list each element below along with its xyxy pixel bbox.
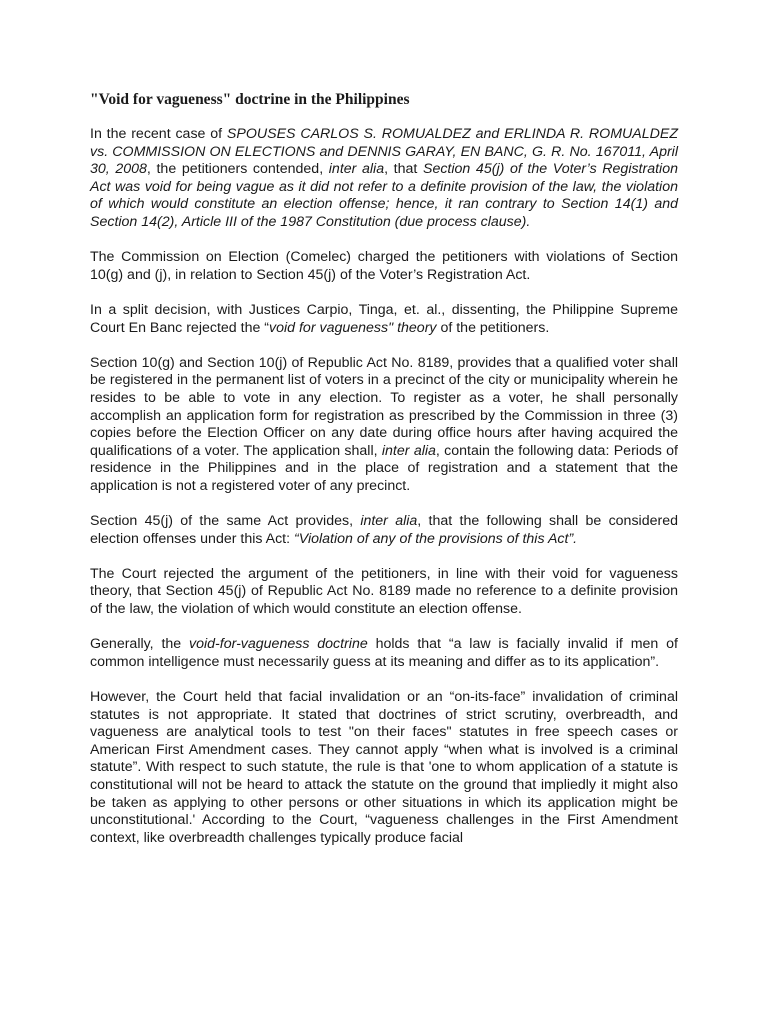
paragraph-3 xyxy=(90,302,678,337)
text-segment: The Court rejected the argument of the petitioners, in line with their void for vagueness theory, that Section 45(j) of Republic Act No. 8189 made no reference to a definite provision of the law, the violation of which would constitute an election offense. xyxy=(90,565,678,618)
document-title: "Void for vagueness" doctrine in the Philippines xyxy=(90,91,410,108)
paragraph-4 xyxy=(90,355,678,496)
paragraph-8 xyxy=(90,689,678,847)
text-segment: , the petitioners contended, xyxy=(146,161,329,178)
paragraph-1 xyxy=(90,126,678,232)
document-page xyxy=(90,90,678,847)
paragraph-2 xyxy=(90,249,678,284)
text-segment: The Commission on Election (Comelec) charged the petitioners with violations of Section 10(g) and (j), in relation to Section 45(j) of the Voter’s Registration Act. xyxy=(90,249,678,283)
italic-text-segment: inter alia xyxy=(381,442,436,459)
italic-text-segment: inter alia xyxy=(360,513,418,530)
paragraph-5 xyxy=(90,513,678,548)
italic-text-segment: void-for-vagueness doctrine xyxy=(189,636,368,653)
text-segment: In a split decision, with Justices Carpio, Tinga, et. al., dissenting, the Philippine Supreme Court En Banc rejected the “ xyxy=(90,301,678,336)
italic-text-segment: SPOUSES CARLOS S. ROMUALDEZ and ERLINDA R. ROMUALDEZ vs. COMMISSION ON ELECTIONS and DENNIS GARAY, EN BANC, G. R. No. 167011, April 30, 2008 xyxy=(90,126,678,178)
text-segment: of the petitioners. xyxy=(436,319,550,336)
italic-text-segment: void for vagueness" theory xyxy=(269,319,437,336)
text-segment: holds that “a law is facially invalid if men of common intelligence must necessarily guess at its meaning and differ as to its application”. xyxy=(90,636,678,670)
italic-text-segment: “Violation of any of the provisions of this Act”. xyxy=(294,530,578,547)
text-segment: , contain the following data: Periods of residence in the Philippines and in the place of registration and a statement that the application is not a registered voter of any precinct. xyxy=(90,442,678,494)
italic-text-segment: inter alia xyxy=(328,161,385,178)
paragraph-7 xyxy=(90,636,678,671)
text-segment: , that the following shall be considered election offenses under this Act: xyxy=(90,513,678,547)
text-segment: , that xyxy=(384,161,423,178)
text-segment: However, the Court held that facial invalidation or an “on-its-face” invalidation of criminal statutes is not appropriate. It stated that doctrines of strict scrutiny, overbreadth, and vagueness are analytical tools to test "on their faces" statutes in free speech cases or American First Amendment cases. They cannot apply “when what is involved is a criminal statute”. With respect to such statute, the rule is that 'one to whom application of a statute is constitutional will not be heard to attack the statute on the ground that impliedly it might also be taken as applying to other persons or other situations in which its application might be unconstitutional.' According to the Court, “vagueness challenges in the First Amendment context, like overbreadth challenges typically produce facial xyxy=(90,689,678,846)
text-segment: Generally, the xyxy=(90,636,190,653)
text-segment: Section 10(g) and Section 10(j) of Republic Act No. 8189, provides that a qualified voter shall be registered in the permanent list of voters in a precinct of the city or municipality wherein he resides to be able to vote in any election. To register as a voter, he shall personally accomplish an application form for registration as prescribed by the Commission in three (3) copies before the Election Officer on any date during office hours after having acquired the qualifications of a voter. The application shall, xyxy=(90,354,678,459)
text-segment: In the recent case of xyxy=(90,126,227,142)
text-segment: Section 45(j) of the same Act provides, xyxy=(90,513,361,530)
paragraph-6 xyxy=(90,566,678,619)
document-body xyxy=(90,126,678,847)
italic-text-segment: Section 45(j) of the Voter’s Registration Act was void for being vague as it did not refer to a definite provision of the law, the violation of which would constitute an election offense; hence, it ran contrary to Section 14(1) and Section 14(2), Article III of the 1987 Constitution (due process clause). xyxy=(90,161,678,230)
